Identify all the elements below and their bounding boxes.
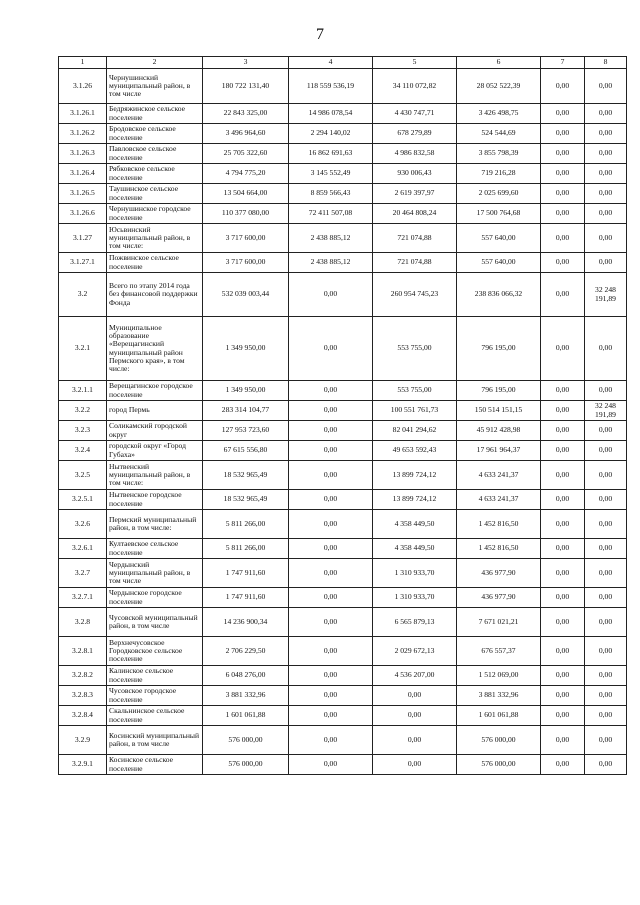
row-name: Пожвинское сельское поселение (107, 253, 203, 273)
cell-col6: 436 977,90 (457, 559, 541, 588)
table-row (59, 69, 627, 104)
table-row (59, 273, 627, 317)
cell-col5: 553 755,00 (373, 317, 457, 381)
cell-col5: 0,00 (373, 755, 457, 775)
column-header: 6 (457, 57, 541, 69)
cell-col4: 118 559 536,19 (289, 69, 373, 104)
row-name: Чусовское городское поселение (107, 686, 203, 706)
table-row (59, 381, 627, 401)
cell-col6: 576 000,00 (457, 726, 541, 755)
table-row (59, 588, 627, 608)
table-row (59, 184, 627, 204)
row-code: 3.1.26.3 (59, 144, 107, 164)
cell-col3: 1 601 061,88 (203, 706, 289, 726)
row-code: 3.2.8.3 (59, 686, 107, 706)
cell-col8: 0,00 (585, 164, 627, 184)
row-name: Чердынский муниципальный район, в том числе (107, 559, 203, 588)
cell-col7: 0,00 (541, 608, 585, 637)
row-code: 3.2.9.1 (59, 755, 107, 775)
cell-col7: 0,00 (541, 317, 585, 381)
table-row (59, 706, 627, 726)
cell-col7: 0,00 (541, 164, 585, 184)
cell-col6: 524 544,69 (457, 124, 541, 144)
row-code: 3.2.7.1 (59, 588, 107, 608)
cell-col8: 32 248 191,89 (585, 401, 627, 421)
row-name: Калинское сельское поселение (107, 666, 203, 686)
column-header: 8 (585, 57, 627, 69)
row-name: Юсьвинский муниципальный район, в том числе: (107, 224, 203, 253)
cell-col3: 110 377 080,00 (203, 204, 289, 224)
row-code: 3.1.27 (59, 224, 107, 253)
table-row (59, 441, 627, 461)
cell-col4: 0,00 (289, 686, 373, 706)
cell-col8: 0,00 (585, 204, 627, 224)
table-row (59, 104, 627, 124)
row-name: Чердынское городское поселение (107, 588, 203, 608)
cell-col4: 16 862 691,63 (289, 144, 373, 164)
cell-col3: 180 722 131,40 (203, 69, 289, 104)
cell-col5: 721 074,88 (373, 224, 457, 253)
cell-col7: 0,00 (541, 510, 585, 539)
cell-col5: 0,00 (373, 726, 457, 755)
table-row (59, 317, 627, 381)
table-row (59, 204, 627, 224)
cell-col4: 0,00 (289, 608, 373, 637)
cell-col5: 82 041 294,62 (373, 421, 457, 441)
cell-col5: 100 551 761,73 (373, 401, 457, 421)
cell-col6: 17 500 764,68 (457, 204, 541, 224)
column-header: 1 (59, 57, 107, 69)
table-row (59, 461, 627, 490)
row-name: Култаевское сельское поселение (107, 539, 203, 559)
row-name: Чернушинское городское поселение (107, 204, 203, 224)
column-header: 4 (289, 57, 373, 69)
data-table (58, 56, 627, 775)
row-code: 3.2 (59, 273, 107, 317)
cell-col8: 0,00 (585, 706, 627, 726)
cell-col3: 18 532 965,49 (203, 490, 289, 510)
cell-col7: 0,00 (541, 686, 585, 706)
cell-col4: 0,00 (289, 706, 373, 726)
row-code: 3.1.27.1 (59, 253, 107, 273)
row-name: городской округ «Город Губаха» (107, 441, 203, 461)
cell-col3: 1 349 950,00 (203, 317, 289, 381)
cell-col5: 4 536 207,00 (373, 666, 457, 686)
cell-col6: 45 912 428,98 (457, 421, 541, 441)
table-row (59, 755, 627, 775)
cell-col4: 0,00 (289, 588, 373, 608)
cell-col7: 0,00 (541, 253, 585, 273)
cell-col8: 0,00 (585, 755, 627, 775)
row-name: Чусовской муниципальный район, в том числе (107, 608, 203, 637)
cell-col7: 0,00 (541, 461, 585, 490)
cell-col6: 3 881 332,96 (457, 686, 541, 706)
cell-col4: 0,00 (289, 559, 373, 588)
table-row (59, 224, 627, 253)
cell-col8: 0,00 (585, 490, 627, 510)
cell-col5: 49 653 592,43 (373, 441, 457, 461)
cell-col5: 721 074,88 (373, 253, 457, 273)
cell-col8: 32 248 191,89 (585, 273, 627, 317)
cell-col5: 2 619 397,97 (373, 184, 457, 204)
cell-col6: 17 961 964,37 (457, 441, 541, 461)
cell-col7: 0,00 (541, 666, 585, 686)
row-code: 3.1.26.4 (59, 164, 107, 184)
cell-col4: 0,00 (289, 421, 373, 441)
table-row (59, 666, 627, 686)
cell-col3: 1 747 911,60 (203, 588, 289, 608)
cell-col3: 3 717 600,00 (203, 253, 289, 273)
cell-col3: 67 615 556,80 (203, 441, 289, 461)
cell-col4: 0,00 (289, 441, 373, 461)
cell-col6: 7 671 021,21 (457, 608, 541, 637)
cell-col8: 0,00 (585, 421, 627, 441)
cell-col4: 0,00 (289, 637, 373, 666)
cell-col7: 0,00 (541, 104, 585, 124)
row-name: Косинский муниципальный район, в том числе (107, 726, 203, 755)
cell-col3: 5 811 266,00 (203, 539, 289, 559)
cell-col6: 1 601 061,88 (457, 706, 541, 726)
cell-col5: 4 358 449,50 (373, 510, 457, 539)
row-name: город Пермь (107, 401, 203, 421)
cell-col7: 0,00 (541, 184, 585, 204)
row-name: Бедряжинское сельское поселение (107, 104, 203, 124)
cell-col4: 2 438 885,12 (289, 224, 373, 253)
cell-col5: 930 006,43 (373, 164, 457, 184)
cell-col6: 2 025 699,60 (457, 184, 541, 204)
cell-col6: 238 836 066,32 (457, 273, 541, 317)
row-code: 3.2.9 (59, 726, 107, 755)
column-header: 7 (541, 57, 585, 69)
table-row (59, 490, 627, 510)
cell-col4: 0,00 (289, 726, 373, 755)
cell-col6: 676 557,37 (457, 637, 541, 666)
cell-col3: 1 747 911,60 (203, 559, 289, 588)
cell-col3: 1 349 950,00 (203, 381, 289, 401)
cell-col7: 0,00 (541, 401, 585, 421)
cell-col4: 0,00 (289, 381, 373, 401)
row-code: 3.2.8.1 (59, 637, 107, 666)
cell-col5: 4 430 747,71 (373, 104, 457, 124)
row-name: Верхнечусовское Городковское сельское поселение (107, 637, 203, 666)
row-code: 3.2.1 (59, 317, 107, 381)
cell-col8: 0,00 (585, 588, 627, 608)
table-row (59, 608, 627, 637)
table-row (59, 637, 627, 666)
cell-col8: 0,00 (585, 666, 627, 686)
cell-col4: 0,00 (289, 666, 373, 686)
row-name: Муниципальное образование «Верещагинский муниципальный район Пермского края», в том числе: (107, 317, 203, 381)
row-code: 3.2.8.4 (59, 706, 107, 726)
cell-col8: 0,00 (585, 510, 627, 539)
row-code: 3.2.5 (59, 461, 107, 490)
cell-col6: 557 640,00 (457, 253, 541, 273)
cell-col4: 2 294 140,02 (289, 124, 373, 144)
cell-col6: 796 195,00 (457, 381, 541, 401)
cell-col6: 576 000,00 (457, 755, 541, 775)
row-code: 3.2.5.1 (59, 490, 107, 510)
cell-col5: 13 899 724,12 (373, 461, 457, 490)
cell-col7: 0,00 (541, 559, 585, 588)
row-name: Бродовское сельское поселение (107, 124, 203, 144)
cell-col5: 260 954 745,23 (373, 273, 457, 317)
cell-col3: 25 705 322,60 (203, 144, 289, 164)
row-name: Чернушинский муниципальный район, в том числе (107, 69, 203, 104)
cell-col3: 4 794 775,20 (203, 164, 289, 184)
row-name: Нытвенский муниципальный район, в том числе: (107, 461, 203, 490)
cell-col5: 0,00 (373, 706, 457, 726)
cell-col8: 0,00 (585, 608, 627, 637)
row-name: Таушинское сельское поселение (107, 184, 203, 204)
cell-col4: 0,00 (289, 755, 373, 775)
cell-col8: 0,00 (585, 224, 627, 253)
cell-col8: 0,00 (585, 686, 627, 706)
cell-col4: 0,00 (289, 401, 373, 421)
cell-col5: 2 029 672,13 (373, 637, 457, 666)
cell-col3: 6 048 276,00 (203, 666, 289, 686)
cell-col8: 0,00 (585, 253, 627, 273)
cell-col8: 0,00 (585, 124, 627, 144)
row-code: 3.2.1.1 (59, 381, 107, 401)
row-code: 3.2.6.1 (59, 539, 107, 559)
cell-col7: 0,00 (541, 637, 585, 666)
cell-col5: 553 755,00 (373, 381, 457, 401)
table-row (59, 253, 627, 273)
cell-col8: 0,00 (585, 637, 627, 666)
cell-col7: 0,00 (541, 204, 585, 224)
table-row (59, 421, 627, 441)
cell-col8: 0,00 (585, 461, 627, 490)
cell-col5: 1 310 933,70 (373, 559, 457, 588)
table-row (59, 686, 627, 706)
cell-col8: 0,00 (585, 104, 627, 124)
cell-col8: 0,00 (585, 144, 627, 164)
cell-col7: 0,00 (541, 69, 585, 104)
cell-col3: 127 953 723,60 (203, 421, 289, 441)
cell-col5: 1 310 933,70 (373, 588, 457, 608)
cell-col7: 0,00 (541, 421, 585, 441)
row-name: Павловское сельское поселение (107, 144, 203, 164)
table-row (59, 510, 627, 539)
row-name: Нытвенское городское поселение (107, 490, 203, 510)
table-row (59, 164, 627, 184)
cell-col6: 28 052 522,39 (457, 69, 541, 104)
row-code: 3.1.26.2 (59, 124, 107, 144)
cell-col7: 0,00 (541, 726, 585, 755)
table-body (59, 69, 627, 775)
cell-col4: 0,00 (289, 461, 373, 490)
cell-col4: 14 986 078,54 (289, 104, 373, 124)
row-code: 3.1.26 (59, 69, 107, 104)
cell-col7: 0,00 (541, 588, 585, 608)
cell-col7: 0,00 (541, 273, 585, 317)
row-name: Верещагинское городское поселение (107, 381, 203, 401)
cell-col4: 72 411 507,08 (289, 204, 373, 224)
cell-col3: 14 236 900,34 (203, 608, 289, 637)
cell-col7: 0,00 (541, 441, 585, 461)
cell-col7: 0,00 (541, 124, 585, 144)
cell-col6: 1 512 069,00 (457, 666, 541, 686)
row-name: Соликамский городской округ (107, 421, 203, 441)
cell-col3: 3 881 332,96 (203, 686, 289, 706)
cell-col7: 0,00 (541, 381, 585, 401)
page-number: 7 (316, 26, 324, 43)
row-name: Всего по этапу 2014 года без финансовой поддержки Фонда (107, 273, 203, 317)
cell-col6: 3 855 798,39 (457, 144, 541, 164)
cell-col5: 678 279,89 (373, 124, 457, 144)
cell-col7: 0,00 (541, 755, 585, 775)
cell-col5: 0,00 (373, 686, 457, 706)
cell-col3: 5 811 266,00 (203, 510, 289, 539)
cell-col3: 576 000,00 (203, 726, 289, 755)
table-row (59, 124, 627, 144)
cell-col6: 1 452 816,50 (457, 510, 541, 539)
table-row (59, 401, 627, 421)
table-row (59, 144, 627, 164)
cell-col4: 0,00 (289, 539, 373, 559)
cell-col7: 0,00 (541, 490, 585, 510)
row-code: 3.2.7 (59, 559, 107, 588)
cell-col6: 3 426 498,75 (457, 104, 541, 124)
row-name: Скальнинское сельское поселение (107, 706, 203, 726)
row-name: Косинское сельское поселение (107, 755, 203, 775)
table-row (59, 726, 627, 755)
cell-col3: 576 000,00 (203, 755, 289, 775)
row-name: Пермский муниципальный район, в том числе: (107, 510, 203, 539)
row-name: Рябковское сельское поселение (107, 164, 203, 184)
column-header: 2 (107, 57, 203, 69)
cell-col5: 20 464 808,24 (373, 204, 457, 224)
cell-col6: 1 452 816,50 (457, 539, 541, 559)
row-code: 3.2.8.2 (59, 666, 107, 686)
cell-col8: 0,00 (585, 441, 627, 461)
table-row (59, 539, 627, 559)
cell-col5: 4 986 832,58 (373, 144, 457, 164)
cell-col4: 3 145 552,49 (289, 164, 373, 184)
cell-col6: 4 633 241,37 (457, 490, 541, 510)
cell-col3: 22 843 325,00 (203, 104, 289, 124)
cell-col5: 34 110 072,82 (373, 69, 457, 104)
cell-col8: 0,00 (585, 559, 627, 588)
cell-col7: 0,00 (541, 144, 585, 164)
cell-col3: 283 314 104,77 (203, 401, 289, 421)
column-header: 3 (203, 57, 289, 69)
cell-col6: 796 195,00 (457, 317, 541, 381)
cell-col7: 0,00 (541, 224, 585, 253)
cell-col3: 18 532 965,49 (203, 461, 289, 490)
cell-col7: 0,00 (541, 706, 585, 726)
row-code: 3.2.4 (59, 441, 107, 461)
cell-col5: 6 565 879,13 (373, 608, 457, 637)
row-code: 3.2.3 (59, 421, 107, 441)
row-code: 3.1.26.1 (59, 104, 107, 124)
cell-col8: 0,00 (585, 726, 627, 755)
cell-col8: 0,00 (585, 381, 627, 401)
cell-col4: 2 438 885,12 (289, 253, 373, 273)
row-code: 3.2.6 (59, 510, 107, 539)
cell-col5: 13 899 724,12 (373, 490, 457, 510)
cell-col3: 2 706 229,50 (203, 637, 289, 666)
cell-col4: 8 859 566,43 (289, 184, 373, 204)
cell-col4: 0,00 (289, 273, 373, 317)
row-code: 3.2.2 (59, 401, 107, 421)
column-number-row (59, 57, 627, 69)
cell-col3: 3 717 600,00 (203, 224, 289, 253)
cell-col8: 0,00 (585, 317, 627, 381)
table-row (59, 559, 627, 588)
cell-col6: 436 977,90 (457, 588, 541, 608)
row-code: 3.1.26.5 (59, 184, 107, 204)
cell-col8: 0,00 (585, 539, 627, 559)
column-header: 5 (373, 57, 457, 69)
cell-col6: 557 640,00 (457, 224, 541, 253)
cell-col6: 4 633 241,37 (457, 461, 541, 490)
cell-col6: 719 216,28 (457, 164, 541, 184)
cell-col4: 0,00 (289, 490, 373, 510)
cell-col3: 13 504 664,00 (203, 184, 289, 204)
row-code: 3.1.26.6 (59, 204, 107, 224)
cell-col3: 532 039 003,44 (203, 273, 289, 317)
cell-col3: 3 496 964,60 (203, 124, 289, 144)
cell-col8: 0,00 (585, 69, 627, 104)
cell-col7: 0,00 (541, 539, 585, 559)
cell-col6: 150 514 151,15 (457, 401, 541, 421)
cell-col8: 0,00 (585, 184, 627, 204)
cell-col4: 0,00 (289, 510, 373, 539)
cell-col4: 0,00 (289, 317, 373, 381)
cell-col5: 4 358 449,50 (373, 539, 457, 559)
row-code: 3.2.8 (59, 608, 107, 637)
